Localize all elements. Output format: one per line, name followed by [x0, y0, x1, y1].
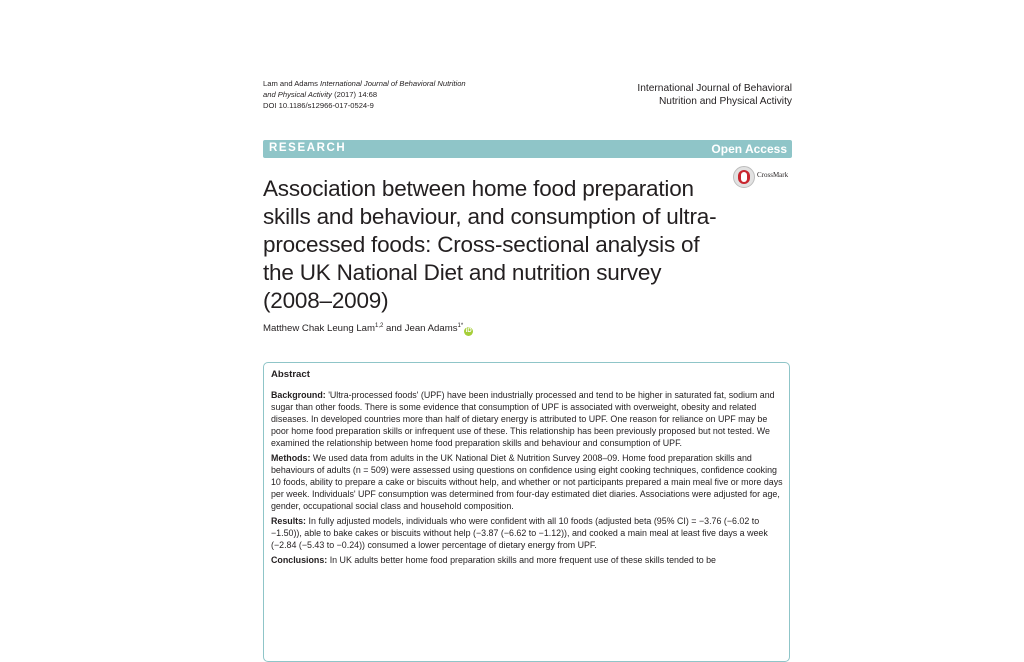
- crossmark-label: CrossMark: [757, 171, 789, 179]
- journal-name-line2: Nutrition and Physical Activity: [658, 96, 792, 107]
- abstract-results: [271, 515, 784, 551]
- author-name[interactable]: Matthew Chak Leung Lam: [263, 323, 375, 335]
- article-title: Association between home food preparation skills and behaviour, and consumption of ultra-processed foods: Cross-sectional analysis of the UK National Diet and nutrition survey (2008–2009): [263, 176, 717, 313]
- article-type-label: RESEARCH: [269, 142, 347, 154]
- journal-name-line1: International Journal of Behavioral: [637, 83, 792, 94]
- article-type-banner: [263, 140, 792, 158]
- author-affiliation: 1,2: [375, 323, 384, 329]
- citation-volume: (2017) 14:68: [334, 90, 378, 99]
- background-label: Background:: [271, 390, 326, 400]
- journal-name: [600, 82, 792, 108]
- results-label: Results:: [271, 516, 307, 526]
- abstract-background: [271, 389, 784, 449]
- methods-label: Methods:: [271, 453, 311, 463]
- author-name[interactable]: Jean Adams: [404, 323, 458, 335]
- author-list: [263, 323, 473, 336]
- abstract-body: [271, 389, 784, 569]
- conclusions-text: In UK adults better home food preparation skills and more frequent use of these skills tended to be: [329, 555, 716, 565]
- citation-authors: Lam and Adams: [263, 79, 318, 88]
- crossmark-badge[interactable]: [733, 166, 803, 190]
- abstract-methods: [271, 452, 784, 512]
- crossmark-icon: [733, 166, 755, 188]
- open-access-label: Open Access: [711, 142, 787, 156]
- citation-doi[interactable]: DOI 10.1186/s12966-017-0524-9: [263, 101, 374, 110]
- author-affiliation: 1*: [457, 323, 464, 329]
- abstract-conclusions: [271, 554, 784, 566]
- background-text: 'Ultra-processed foods' (UPF) have been industrially processed and tend to be higher in saturated fat, sodium and sugar than other foods. There is some evidence that consumption of UPF is associated with overweight, obesity and related diseases. In developed countries more than half of dietary energy is attributed to UPF. One reason for reliance on UPF may be poor home food preparation skills or infrequent use of these. This relationship has been previously proposed but not tested. We examined the relationship between home food preparation skills and behaviour and consumption of UPF.: [271, 390, 775, 448]
- results-text: In fully adjusted models, individuals who were confident with all 10 foods (adjusted beta (95% CI) = −3.76 (−6.02 to −1.50)), able to bake cakes or biscuits without help (−3.87 (−6.62 to −1.12)), and cooked a main meal at least five days a week (−2.84 (−5.43 to −0.24)) consumed a lower percentage of dietary energy from UPF.: [271, 516, 768, 550]
- abstract-heading: Abstract: [271, 369, 310, 380]
- conclusions-label: Conclusions:: [271, 555, 328, 565]
- orcid-icon[interactable]: iD: [465, 328, 472, 335]
- citation-journal: International Journal of Behavioral Nutrition: [320, 79, 466, 88]
- abstract-box: [263, 362, 790, 662]
- citation-journal-cont: and Physical Activity: [263, 90, 332, 99]
- author-conjunction: and: [383, 323, 405, 335]
- citation-block: [263, 78, 466, 111]
- methods-text: We used data from adults in the UK National Diet & Nutrition Survey 2008–09. Home food preparation skills and behaviours of adults (n = 509) were assessed using questions on confidence using eight cooking techniques, confidence cooking 10 foods, ability to prepare a cake or biscuits without help, and whether or not participants prepared a main meal five or more days per week. Individuals' UPF consumption was determined from four-day estimated diet diaries. Associations were adjusted for age, gender, occupational social class and household composition.: [271, 453, 783, 511]
